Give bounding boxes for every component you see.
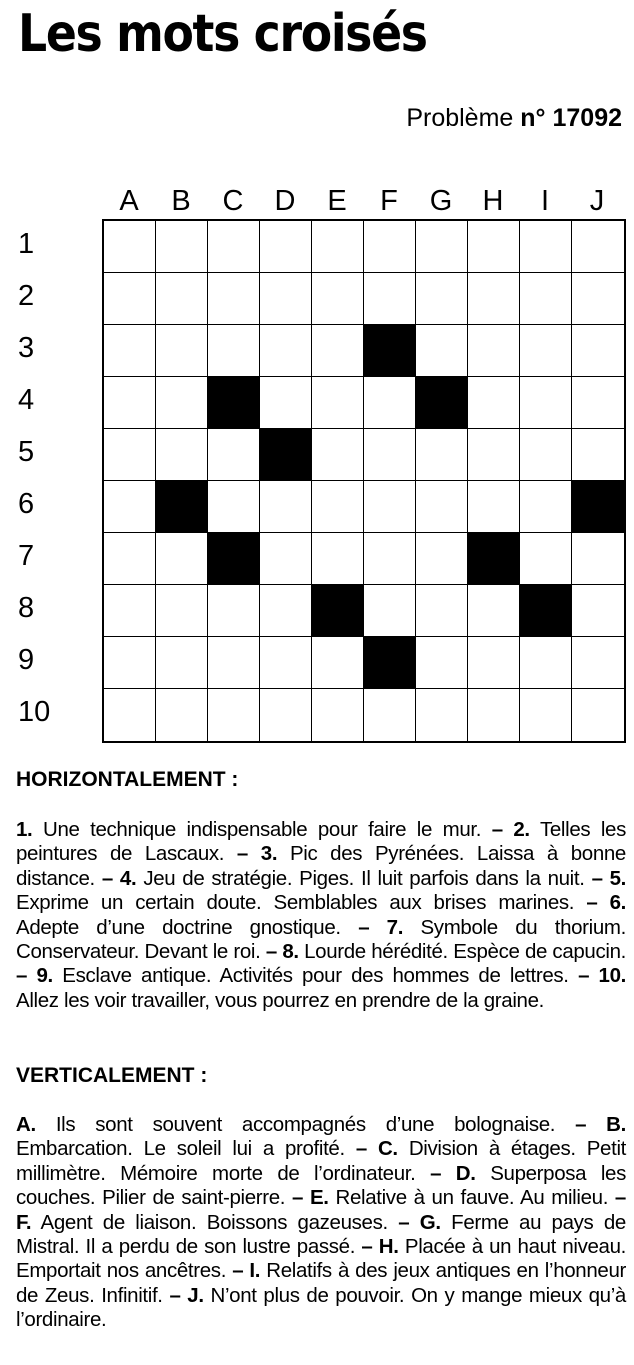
clue-text: Relatifs à des jeux antiques en l’honneur de Zeus. Infinitif. [16,1259,626,1307]
clue-text: Ils sont souvent accompagnés d’une bolognaise. [55,1113,556,1136]
clue-text: Lourde hérédité. Espèce de capucin. [304,940,626,964]
black-cell-h7 [468,533,520,585]
clue-label: H. [378,1235,399,1259]
grid-cell-d9[interactable] [260,637,312,689]
grid-cell-e4[interactable] [312,377,364,429]
vertical-clue: – B. Embarcation. Le soleil lui a profité. [16,1113,626,1161]
vertical-clue: – I. Relatifs à des jeux antiques en l’honneur de Zeus. Infinitif. [16,1259,626,1307]
grid-cell-j5[interactable] [572,429,624,481]
grid-cell-a9[interactable] [104,637,156,689]
grid-cell-j3[interactable] [572,325,624,377]
grid-cell-c5[interactable] [208,429,260,481]
clue-label: D. [455,1161,476,1185]
problem-number [406,104,622,133]
grid-cell-g10[interactable] [416,689,468,741]
grid-cell-b10[interactable] [156,689,208,741]
grid-cell-b7[interactable] [156,533,208,585]
clue-label: I. [249,1259,261,1283]
row-header-1: 1 [18,228,35,260]
clue-label: 8. [282,940,299,964]
grid-cell-j7[interactable] [572,533,624,585]
vertical-clue: – F. Agent de liaison. Boissons gazeuses. [16,1186,626,1234]
column-header-c: C [222,185,244,217]
grid-cell-c9[interactable] [208,637,260,689]
grid-cell-c3[interactable] [208,325,260,377]
clue-label: A. [16,1113,36,1136]
grid-cell-a5[interactable] [104,429,156,481]
horizontal-clue: – 5. Exprime un certain doute. Semblables aux brises marines. [16,866,627,915]
grid-cell-b4[interactable] [156,377,208,429]
clue-label: 9. [36,964,53,988]
black-cell-j6 [572,481,624,533]
column-header-a: A [119,185,139,217]
horizontal-clue: – 4. Jeu de stratégie. Piges. Il luit parfois dans la nuit. [101,866,585,890]
clue-text: Exprime un certain doute. Semblables aux brises marines. [16,891,575,915]
black-cell-b6 [156,481,208,533]
grid-cell-h2[interactable] [468,273,520,325]
vertical-clue: – J. N’ont plus de pouvoir. On y mange mieux qu’à l’ordinaire. [16,1283,626,1332]
grid-cell-h1[interactable] [468,221,520,273]
clue-label: B. [606,1113,626,1136]
grid-cell-c2[interactable] [208,273,260,325]
clue-label: C. [377,1137,398,1161]
grid-cell-d4[interactable] [260,377,312,429]
clue-text: Symbole du thorium. Conservateur. Devant le roi. [16,915,626,964]
column-header-j: J [589,185,605,217]
grid-cell-i6[interactable] [520,481,572,533]
grid-cell-i7[interactable] [520,533,572,585]
grid-cell-g9[interactable] [416,637,468,689]
black-cell-f9 [364,637,416,689]
horizontal-clue: – 3. Pic des Pyrénées. Laissa à bonne distance. [16,842,626,890]
grid-cell-h6[interactable] [468,481,520,533]
column-header-i: I [540,185,550,217]
clue-text: Pic des Pyrénées. Laissa à bonne distance. [16,842,626,890]
grid-cell-g8[interactable] [416,585,468,637]
grid-cell-j4[interactable] [572,377,624,429]
grid-cell-d3[interactable] [260,325,312,377]
grid-cell-i5[interactable] [520,429,572,481]
grid-cell-c8[interactable] [208,585,260,637]
grid-cell-e10[interactable] [312,689,364,741]
grid-cell-a4[interactable] [104,377,156,429]
row-header-8: 8 [18,592,35,624]
row-header-9: 9 [18,644,35,676]
grid-cell-e7[interactable] [312,533,364,585]
grid-cell-e6[interactable] [312,481,364,533]
clue-label: 5. [609,866,627,890]
grid-cell-a2[interactable] [104,273,156,325]
row-header-10: 10 [18,696,51,728]
grid-cell-d6[interactable] [260,481,312,533]
clue-label: 10. [598,964,626,988]
grid-cell-a1[interactable] [104,221,156,273]
grid-cell-f2[interactable] [364,273,416,325]
grid-cell-g7[interactable] [416,533,468,585]
clue-label: J. [187,1283,204,1307]
grid-cell-d2[interactable] [260,273,312,325]
grid-cell-b2[interactable] [156,273,208,325]
column-header-d: D [274,185,296,217]
grid-cell-c6[interactable] [208,481,260,533]
grid-cell-j9[interactable] [572,637,624,689]
clue-label: 2. [513,818,530,841]
horizontal-clue: – 8. Lourde hérédité. Espèce de capucin. [265,940,626,964]
grid-cell-h5[interactable] [468,429,520,481]
clue-text: Division à étages. Petit millimètre. Mémoire morte de l’ordinateur. [16,1137,626,1185]
grid-cell-a7[interactable] [104,533,156,585]
grid-cell-e1[interactable] [312,221,364,273]
clue-label: 7. [386,915,404,939]
grid-cell-g2[interactable] [416,273,468,325]
grid-cell-f8[interactable] [364,585,416,637]
grid-cell-j2[interactable] [572,273,624,325]
clue-label: 3. [260,842,278,866]
grid-cell-i4[interactable] [520,377,572,429]
clue-text: Allez les voir travailler, vous pourrez en prendre de la graine. [16,988,544,1012]
grid-cell-b3[interactable] [156,325,208,377]
clue-text: Esclave antique. Activités pour des hommes de lettres. [62,964,569,988]
grid-cell-a10[interactable] [104,689,156,741]
grid-cell-d1[interactable] [260,221,312,273]
clue-label: G. [419,1210,441,1234]
clue-label: 4. [119,866,137,890]
row-header-4: 4 [18,384,35,416]
grid-cell-j10[interactable] [572,689,624,741]
clue-text: Relative à un fauve. Au milieu. [335,1186,609,1210]
grid-cell-b1[interactable] [156,221,208,273]
grid-cell-d10[interactable] [260,689,312,741]
grid-cell-h3[interactable] [468,325,520,377]
clue-text: Une technique indispensable pour faire le mur. [43,818,482,841]
grid-cell-g6[interactable] [416,481,468,533]
grid-cell-i9[interactable] [520,637,572,689]
grid-cell-f7[interactable] [364,533,416,585]
vertical-clue [16,1113,555,1136]
grid-cell-h4[interactable] [468,377,520,429]
grid-cell-j1[interactable] [572,221,624,273]
grid-cell-e5[interactable] [312,429,364,481]
grid-cell-g3[interactable] [416,325,468,377]
horizontal-clue [16,818,481,841]
horizontal-clue: – 2. Telles les peintures de Lascaux. [16,818,626,866]
grid-cell-e2[interactable] [312,273,364,325]
column-header-g: G [429,185,453,217]
grid-cell-f1[interactable] [364,221,416,273]
grid-cell-b5[interactable] [156,429,208,481]
grid-cell-f5[interactable] [364,429,416,481]
page-title: Les mots croisés [18,4,427,64]
row-header-2: 2 [18,280,35,312]
vertical-clues [16,1113,626,1333]
grid-cell-j8[interactable] [572,585,624,637]
grid-cell-i2[interactable] [520,273,572,325]
black-cell-f3 [364,325,416,377]
clue-label: 1. [16,818,33,841]
grid-cell-b8[interactable] [156,585,208,637]
horizontal-clue: – 6. Adepte d’une doctrine gnostique. [16,891,626,939]
vertical-heading: VERTICALEMENT : [16,1064,208,1087]
grid-cell-e3[interactable] [312,325,364,377]
clue-label: 6. [609,891,626,915]
clue-text: Ferme au pays de Mistral. Il a perdu de son lustre passé. [16,1210,626,1259]
vertical-clue: – D. Superposa les couches. Pilier de saint-pierre. [16,1161,626,1210]
horizontal-clue: – 7. Symbole du thorium. Conservateur. Devant le roi. [16,915,626,964]
black-cell-g4 [416,377,468,429]
clue-text: Agent de liaison. Boissons gazeuses. [40,1210,388,1234]
problem-number-value: n° 17092 [520,104,622,132]
clue-text: Adepte d’une doctrine gnostique. [16,915,341,939]
grid-cell-a8[interactable] [104,585,156,637]
vertical-clue: – G. Ferme au pays de Mistral. Il a perdu de son lustre passé. [16,1210,626,1259]
black-cell-e8 [312,585,364,637]
grid-cell-h8[interactable] [468,585,520,637]
clue-text: Telles les peintures de Lascaux. [16,818,626,866]
crossword-grid [102,219,626,743]
grid-cell-a3[interactable] [104,325,156,377]
grid-cell-h10[interactable] [468,689,520,741]
horizontal-clues [16,818,626,1013]
horizontal-clue: – 9. Esclave antique. Activités pour des hommes de lettres. [16,964,569,988]
grid-cell-i10[interactable] [520,689,572,741]
grid-cell-a6[interactable] [104,481,156,533]
black-cell-d5 [260,429,312,481]
black-cell-i8 [520,585,572,637]
grid-cell-i1[interactable] [520,221,572,273]
clue-text: Embarcation. Le soleil lui a profité. [16,1137,345,1161]
column-header-b: B [171,185,191,217]
grid-cell-f10[interactable] [364,689,416,741]
row-header-5: 5 [18,436,35,468]
vertical-clue: – H. Placée à un haut niveau. Emportait nos ancêtres. [16,1235,626,1283]
grid-cell-c10[interactable] [208,689,260,741]
grid-cell-c1[interactable] [208,221,260,273]
horizontal-clue: – 10. Allez les voir travailler, vous pourrez en prendre de la graine. [16,964,626,1012]
horizontal-heading: HORIZONTALEMENT : [16,768,239,791]
column-header-f: F [380,185,398,217]
row-header-6: 6 [18,488,35,520]
grid-cell-e9[interactable] [312,637,364,689]
clue-label: F. [16,1210,32,1234]
grid-cell-f6[interactable] [364,481,416,533]
clue-text: Superposa les couches. Pilier de saint-pierre. [16,1161,626,1210]
grid-cell-d8[interactable] [260,585,312,637]
grid-cell-d7[interactable] [260,533,312,585]
black-cell-c4 [208,377,260,429]
clue-label: E. [309,1186,329,1210]
vertical-clue: – E. Relative à un fauve. Au milieu. [292,1186,609,1210]
grid-cell-h9[interactable] [468,637,520,689]
clue-text: Placée à un haut niveau. Emportait nos ancêtres. [16,1235,626,1283]
vertical-clue: – C. Division à étages. Petit millimètre. Mémoire morte de l’ordinateur. [16,1137,626,1185]
grid-cell-b9[interactable] [156,637,208,689]
clue-text: N’ont plus de pouvoir. On y mange mieux qu’à l’ordinaire. [16,1283,626,1332]
grid-cell-g1[interactable] [416,221,468,273]
column-header-e: E [327,185,347,217]
row-header-3: 3 [18,332,35,364]
black-cell-c7 [208,533,260,585]
column-header-h: H [482,185,504,217]
grid-cell-g5[interactable] [416,429,468,481]
row-header-7: 7 [18,540,35,572]
clue-text: Jeu de stratégie. Piges. Il luit parfois dans la nuit. [143,866,585,890]
grid-cell-i3[interactable] [520,325,572,377]
problem-label: Problème [406,104,514,132]
grid-cell-f4[interactable] [364,377,416,429]
